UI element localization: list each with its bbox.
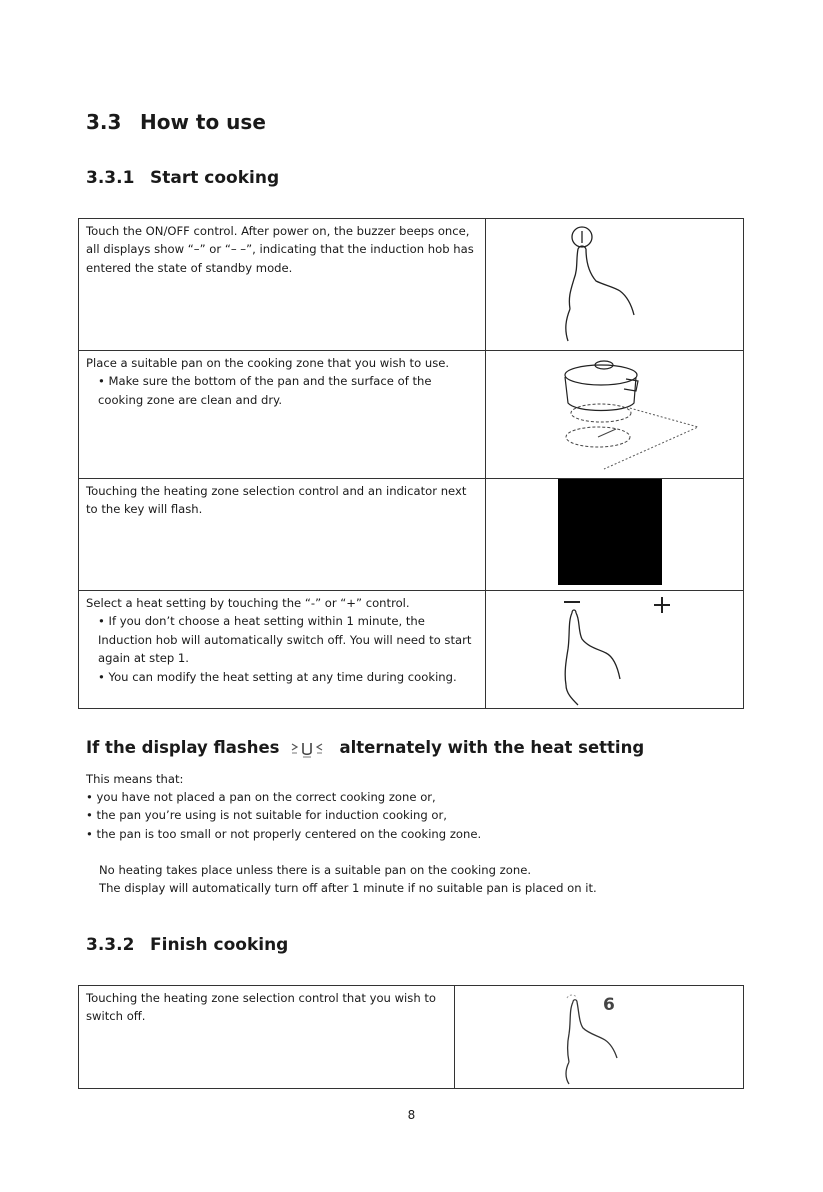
flash-note-2: The display will automatically turn off after 1 minute if no suitable pan is placed on it. (99, 881, 597, 896)
step-3-image (486, 479, 744, 591)
finish-cooking-title: Finish cooking (150, 935, 289, 955)
pan-flash-glyph-icon (289, 739, 325, 759)
start-cooking-heading (86, 168, 279, 188)
pan-on-hob-icon (486, 351, 743, 477)
flash-note-1: No heating takes place unless there is a suitable pan on the cooking zone. (99, 863, 532, 877)
flash-heading-before: If the display flashes (86, 738, 280, 757)
plus-minus-touch-icon (486, 591, 743, 707)
step-row-2 (79, 351, 744, 479)
flash-notes (99, 861, 597, 897)
display-digit: 6 (603, 995, 615, 1015)
step-1-text: Touch the ON/OFF control. After power on, the buzzer beeps once, all displays show “–” or “– –”, indicating that the induction hob has entered the state of standby mode. (79, 219, 486, 351)
finger-touch-icon (455, 986, 743, 1087)
section-heading (86, 110, 266, 134)
finish-cooking-table (78, 985, 744, 1089)
flash-intro: This means that: (86, 772, 184, 786)
section-title: How to use (140, 110, 266, 134)
finger-touch-icon (486, 219, 743, 349)
flash-heading-after: alternately with the heat setting (339, 738, 645, 757)
flash-item-3: • the pan is too small or not properly centered on the cooking zone. (86, 826, 482, 841)
start-cooking-table (78, 218, 744, 709)
flash-item-2: • the pan you’re using is not suitable for induction cooking or, (86, 808, 447, 823)
finish-row (79, 986, 744, 1089)
black-box-image (558, 479, 662, 585)
step-1-image (486, 219, 744, 351)
step-row-1 (79, 219, 744, 351)
flash-info (86, 770, 481, 843)
finish-image (455, 986, 744, 1089)
start-cooking-number: 3.3.1 (86, 168, 135, 188)
page-number: 8 (407, 1108, 416, 1122)
flash-heading (86, 738, 644, 759)
step-4-bullet-1: • If you don’t choose a heat setting within 1 minute, the Induction hob will automatically switch off. You will need to start again at step 1. (98, 614, 472, 666)
step-row-3 (79, 479, 744, 591)
step-2-bullet: • Make sure the bottom of the pan and the surface of the cooking zone are clean and dry. (98, 374, 432, 407)
step-4-bullet-2: • You can modify the heat setting at any time during cooking. (98, 669, 457, 684)
step-4-text (79, 591, 486, 709)
step-2-image (486, 351, 744, 479)
finish-text: Touching the heating zone selection control that you wish to switch off. (79, 986, 455, 1089)
step-4-image (486, 591, 744, 709)
step-2-text (79, 351, 486, 479)
start-cooking-title: Start cooking (150, 168, 280, 188)
finish-cooking-number: 3.3.2 (86, 935, 135, 955)
finish-cooking-heading (86, 935, 288, 955)
step-2-main: Place a suitable pan on the cooking zone that you wish to use. (86, 356, 450, 370)
step-3-text: Touching the heating zone selection control and an indicator next to the key will flash. (79, 479, 486, 591)
section-number: 3.3 (86, 110, 122, 134)
flash-item-1: • you have not placed a pan on the correct cooking zone or, (86, 790, 436, 805)
step-4-main: Select a heat setting by touching the “-” or “+” control. (86, 596, 410, 610)
plus-icon (654, 597, 670, 613)
step-row-4 (79, 591, 744, 709)
